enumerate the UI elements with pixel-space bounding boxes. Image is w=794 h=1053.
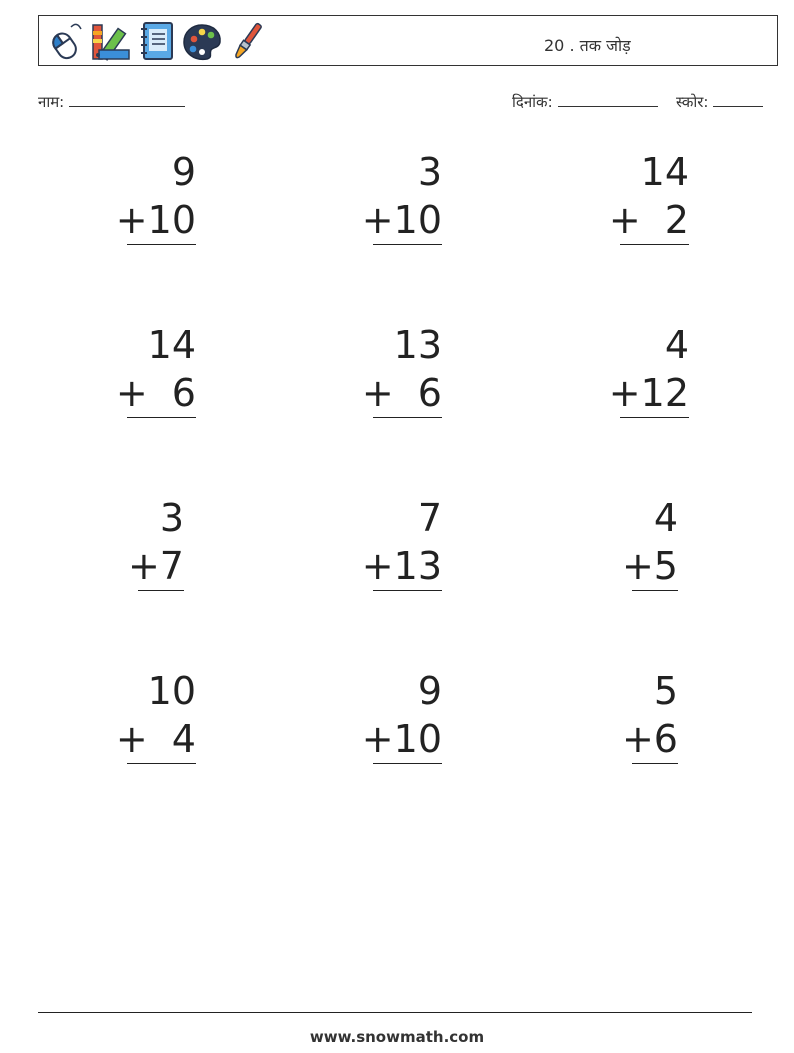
- problem-top-number: 14: [147, 323, 196, 367]
- name-field[interactable]: [38, 92, 185, 112]
- date-label: दिनांक:: [512, 93, 553, 111]
- problem-top-number: 14: [640, 150, 689, 194]
- answer-line: [127, 763, 196, 764]
- score-field[interactable]: [676, 92, 763, 112]
- problem-addend: + 6: [361, 371, 442, 415]
- problem-top-number: 4: [664, 323, 689, 367]
- addition-problem: [569, 148, 689, 244]
- color-swatches-icon: [89, 19, 131, 63]
- notebook-icon: [135, 19, 177, 63]
- answer-line: [620, 417, 689, 418]
- problem-top-number: 9: [417, 669, 442, 713]
- problem-top-number: 7: [417, 496, 442, 540]
- addition-problem: [322, 148, 442, 244]
- problem-top-number: 10: [147, 669, 196, 713]
- addition-problem: [76, 148, 196, 244]
- answer-line: [632, 763, 678, 764]
- answer-line: [127, 244, 196, 245]
- worksheet-title: 20 . तक जोड़: [544, 36, 631, 55]
- problem-addend: + 4: [115, 717, 196, 761]
- addition-problem: [322, 494, 442, 590]
- problem-top-number: 13: [393, 323, 442, 367]
- addition-problem: [76, 321, 196, 417]
- problem-addend: + 2: [608, 198, 689, 242]
- name-blank[interactable]: [69, 92, 185, 107]
- paint-palette-icon: [181, 19, 223, 63]
- date-field[interactable]: [512, 92, 658, 112]
- answer-line: [138, 590, 184, 591]
- addition-problem: [558, 667, 678, 763]
- answer-line: [632, 590, 678, 591]
- paintbrush-icon: [227, 19, 269, 63]
- date-blank[interactable]: [558, 92, 658, 107]
- problem-addend: +10: [361, 198, 442, 242]
- problem-addend: +5: [621, 544, 678, 588]
- worksheet-header: [38, 15, 778, 66]
- addition-problem: [322, 667, 442, 763]
- addition-problem: [569, 321, 689, 417]
- problem-addend: +6: [621, 717, 678, 761]
- header-icons: [43, 19, 269, 63]
- problem-top-number: 5: [653, 669, 678, 713]
- problem-addend: +12: [608, 371, 689, 415]
- problem-addend: +10: [115, 198, 196, 242]
- answer-line: [373, 590, 442, 591]
- problem-addend: + 6: [115, 371, 196, 415]
- answer-line: [127, 417, 196, 418]
- addition-problem: [76, 667, 196, 763]
- problem-top-number: 9: [171, 150, 196, 194]
- computer-mouse-icon: [43, 19, 85, 63]
- answer-line: [620, 244, 689, 245]
- problem-addend: +10: [361, 717, 442, 761]
- addition-problem: [64, 494, 184, 590]
- footer-site-link[interactable]: www.snowmath.com: [309, 1028, 485, 1046]
- problem-addend: +13: [361, 544, 442, 588]
- answer-line: [373, 417, 442, 418]
- addition-problem: [558, 494, 678, 590]
- problem-top-number: 4: [653, 496, 678, 540]
- problem-top-number: 3: [417, 150, 442, 194]
- answer-line: [373, 244, 442, 245]
- footer-divider: [38, 1012, 752, 1013]
- answer-line: [373, 763, 442, 764]
- score-label: स्कोर:: [676, 93, 709, 111]
- problem-addend: +7: [127, 544, 184, 588]
- addition-problem: [322, 321, 442, 417]
- name-label: नाम:: [38, 93, 65, 111]
- problem-top-number: 3: [159, 496, 184, 540]
- score-blank[interactable]: [713, 92, 763, 107]
